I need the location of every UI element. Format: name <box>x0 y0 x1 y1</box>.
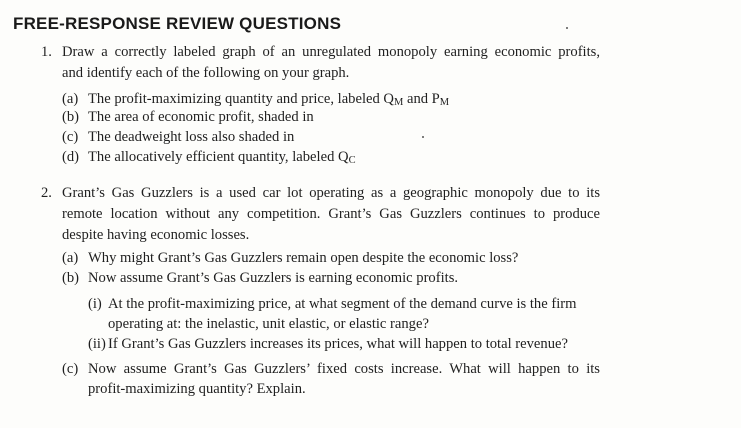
item-text: The area of economic profit, shaded in <box>88 109 314 125</box>
subscript: M <box>439 97 450 108</box>
question-line: and identify each of the following on your graph. <box>62 65 350 81</box>
speck <box>566 27 568 29</box>
item-text: The deadweight loss also shaded in <box>88 129 295 145</box>
item-text: Why might Grant’s Gas Guzzlers remain open despite the economic loss? <box>88 250 519 266</box>
question-text <box>62 42 600 84</box>
item-text: If Grant’s Gas Guzzlers increases its prices, what will happen to total revenue? <box>108 336 568 352</box>
item-text-part: The allocatively efficient quantity, labeled Q <box>88 149 349 165</box>
subscript: M <box>393 97 404 108</box>
question-text <box>62 183 600 246</box>
section-heading: FREE-RESPONSE REVIEW QUESTIONS <box>13 14 342 33</box>
item-text: profit-maximizing quantity? Explain. <box>88 381 306 397</box>
question-number: 2. <box>41 185 52 201</box>
question-line: despite having economic losses. <box>62 227 250 243</box>
item-text-part: The profit-maximizing quantity and price, labeled Q <box>88 91 394 107</box>
item-label: (d) <box>62 149 80 165</box>
item-label: (a) <box>62 91 79 107</box>
item-label: (c) <box>62 361 79 377</box>
item-label: (c) <box>62 129 79 145</box>
subscript: C <box>348 155 356 166</box>
item-text <box>88 147 356 169</box>
item-label: (b) <box>62 270 80 286</box>
item-text: At the profit-maximizing price, at what segment of the demand curve is the firm <box>108 296 577 312</box>
item-label: (i) <box>88 296 102 312</box>
question-line: remote location without any competition. Grant’s Gas Guzzlers continues to produce <box>62 206 600 222</box>
question-number: 1. <box>41 44 52 60</box>
question-line: Draw a correctly labeled graph of an unregulated monopoly earning economic profits, <box>62 44 600 60</box>
item-label: (b) <box>62 109 80 125</box>
item-label: (ii) <box>88 336 106 352</box>
item-text-part: and P <box>403 91 440 107</box>
item-text: operating at: the inelastic, unit elastic, or elastic range? <box>108 316 429 332</box>
item-text: Now assume Grant’s Gas Guzzlers’ fixed costs increase. What will happen to its <box>88 361 600 377</box>
speck <box>422 136 424 138</box>
item-text: Now assume Grant’s Gas Guzzlers is earning economic profits. <box>88 270 459 286</box>
question-line: Grant’s Gas Guzzlers is a used car lot operating as a geographic monopoly due to its <box>62 185 600 201</box>
item-label: (a) <box>62 250 79 266</box>
